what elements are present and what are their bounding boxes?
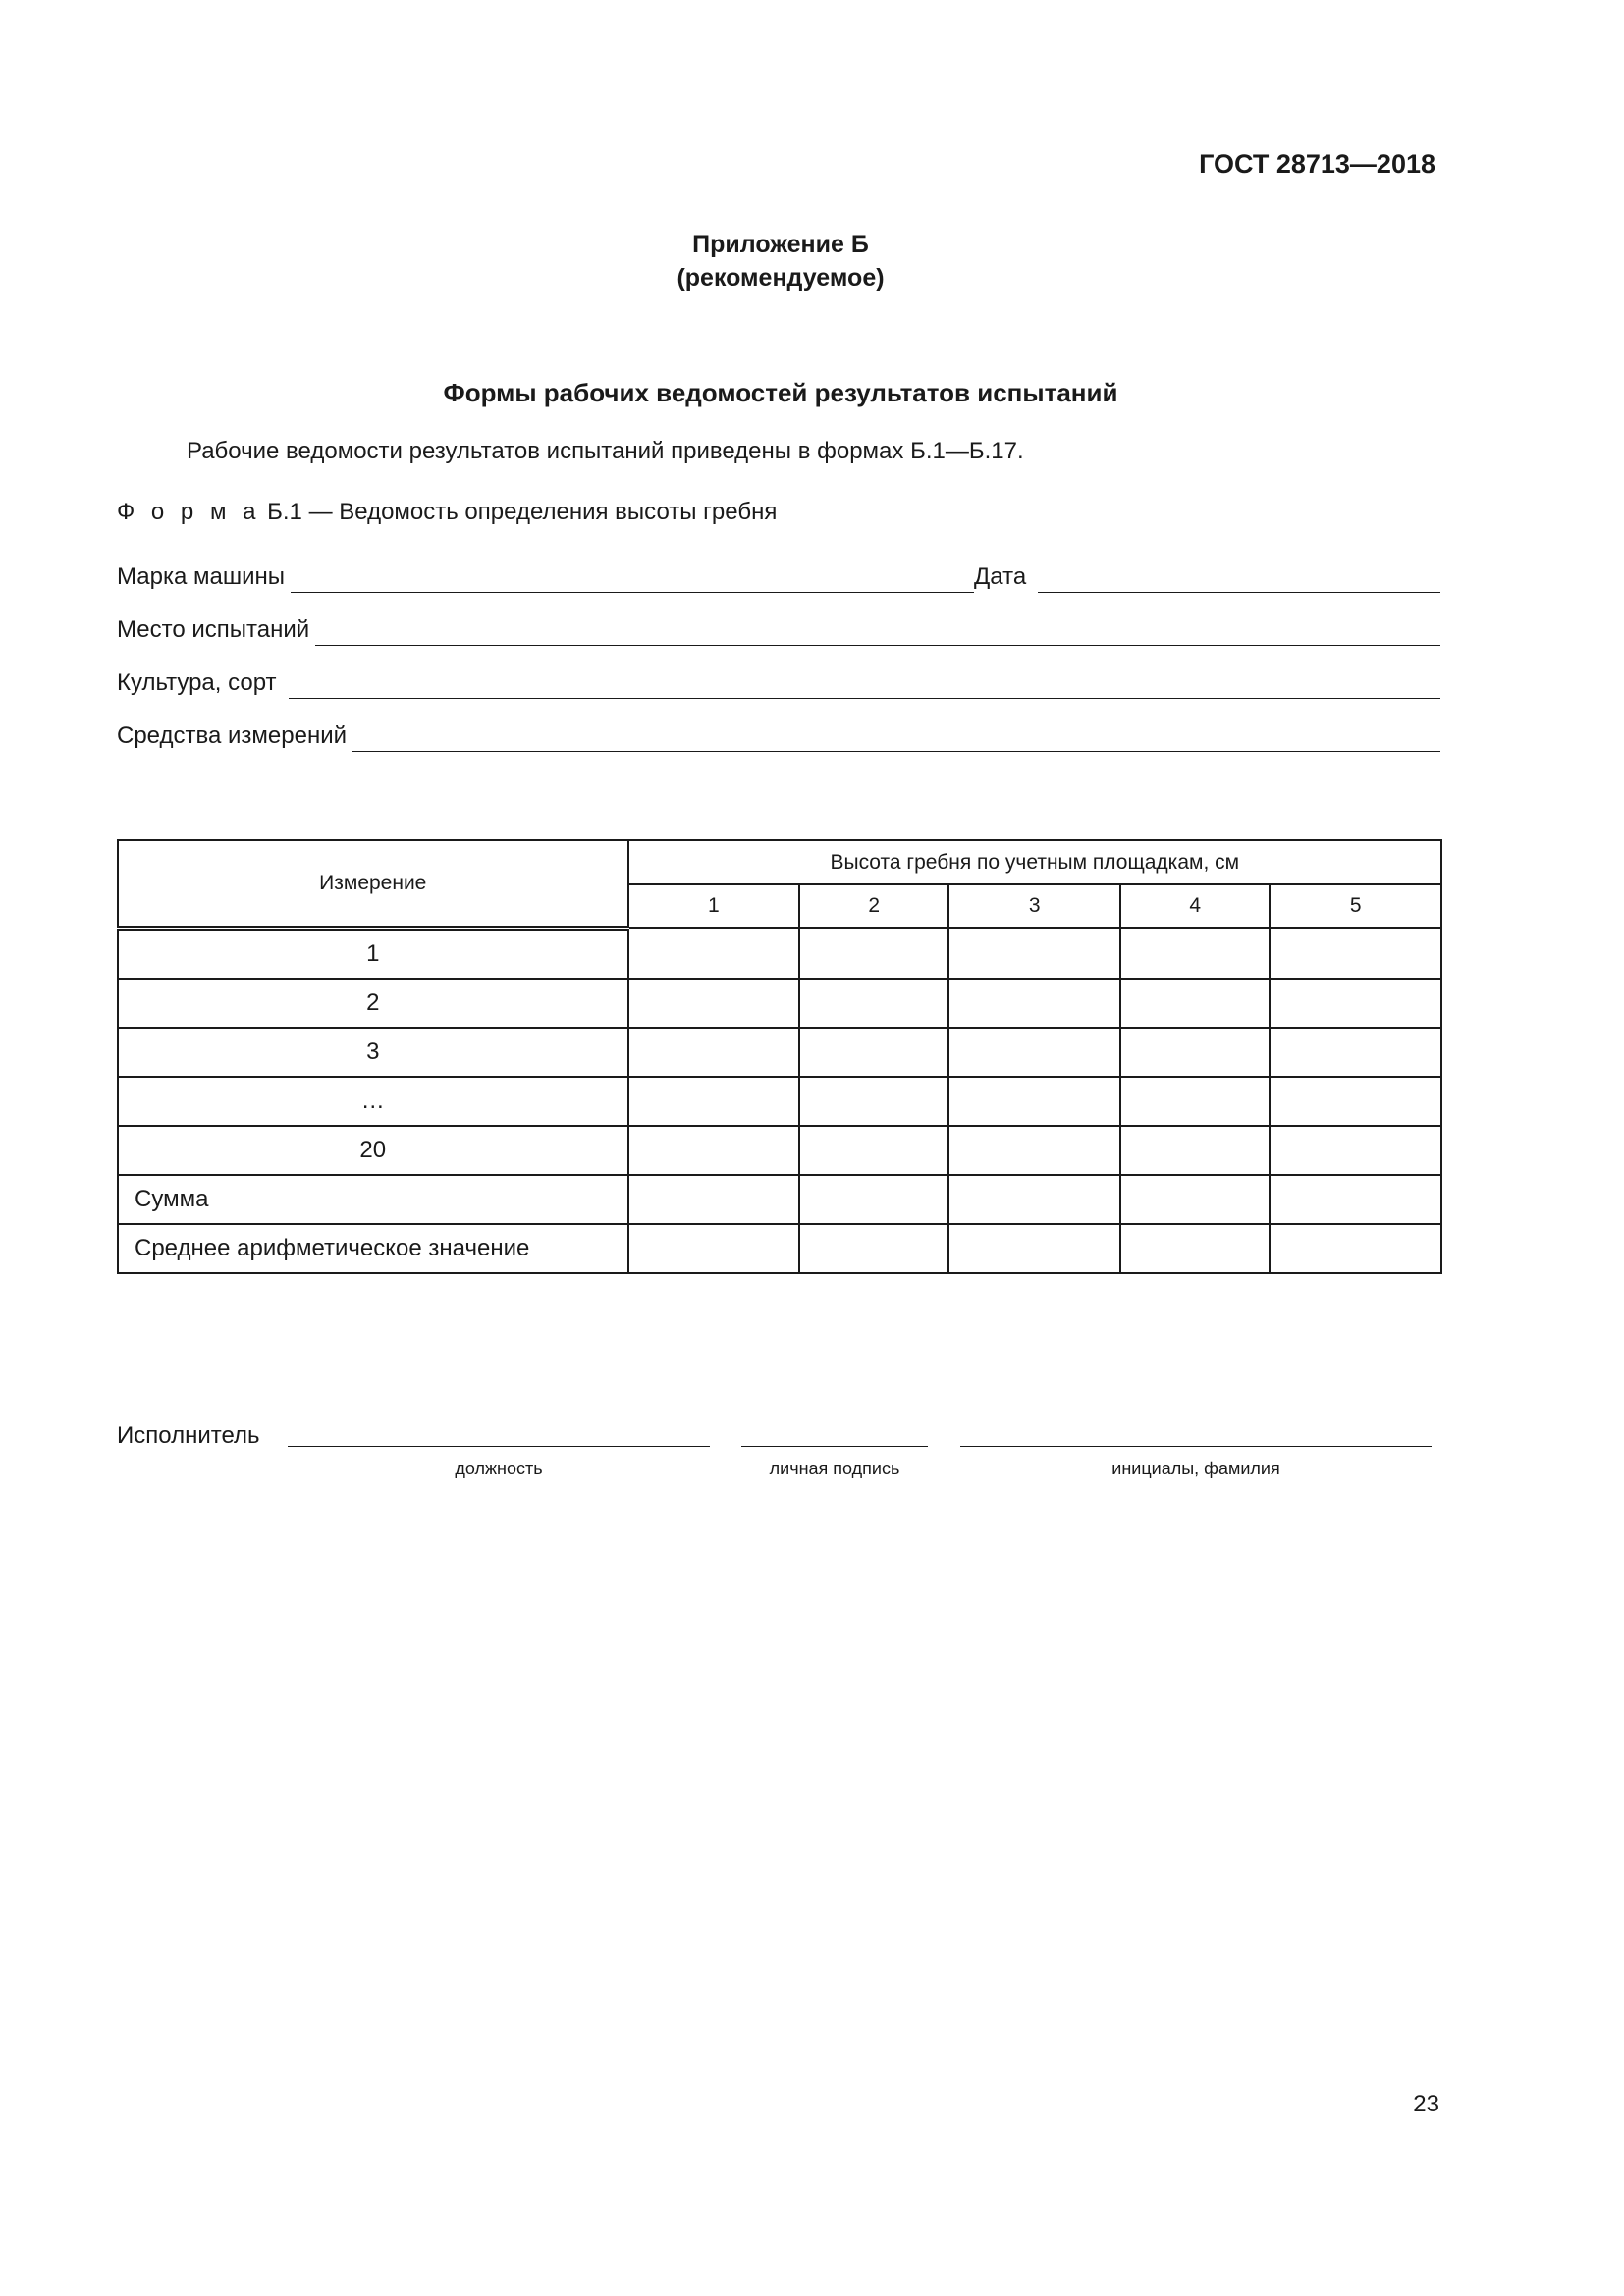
measuring-instruments-label: Средства измерений [117, 722, 348, 749]
table-cell[interactable] [628, 1077, 800, 1126]
row-label: 2 [118, 979, 628, 1028]
table-cell[interactable] [1120, 979, 1270, 1028]
header-plot-2: 2 [799, 884, 948, 928]
signature-field[interactable] [741, 1446, 928, 1447]
date-field[interactable] [1038, 566, 1440, 593]
table-cell[interactable] [628, 928, 800, 979]
table-cell[interactable] [1120, 1028, 1270, 1077]
table-cell[interactable] [1270, 1077, 1441, 1126]
table-cell[interactable] [628, 1224, 800, 1273]
crop-variety-row [117, 666, 1440, 699]
position-caption: должность [455, 1459, 543, 1478]
table-row [118, 928, 1441, 979]
performer-label: Исполнитель [117, 1422, 260, 1449]
table-cell[interactable] [1120, 1224, 1270, 1273]
header-plot-4: 4 [1120, 884, 1270, 928]
signature-caption: личная подпись [769, 1459, 900, 1478]
row-label: … [118, 1077, 628, 1126]
results-table [117, 839, 1442, 1274]
table-cell[interactable] [628, 1175, 800, 1224]
row-label: 20 [118, 1126, 628, 1175]
table-row [118, 979, 1441, 1028]
table-cell[interactable] [799, 1028, 948, 1077]
header-ridge-height: Высота гребня по учетным площадкам, см [628, 840, 1441, 884]
annex-status: (рекомендуемое) [677, 264, 885, 292]
position-field[interactable] [288, 1446, 710, 1447]
section-title: Формы рабочих ведомостей результатов испытаний [443, 378, 1118, 407]
intro-paragraph: Рабочие ведомости результатов испытаний приведены в формах Б.1—Б.17. [187, 438, 1024, 464]
header-measurement: Измерение [118, 840, 628, 928]
table-cell[interactable] [1120, 1126, 1270, 1175]
measuring-instruments-row [117, 719, 1440, 752]
header-plot-1: 1 [628, 884, 800, 928]
header-plot-3: 3 [948, 884, 1120, 928]
row-label: 1 [118, 928, 628, 979]
form-caption-prefix: Ф о р м а [117, 499, 261, 525]
mean-label: Среднее арифметическое значение [118, 1224, 628, 1273]
table-cell[interactable] [628, 1126, 800, 1175]
table-cell[interactable] [799, 1224, 948, 1273]
machine-brand-label: Марка машины [117, 563, 286, 590]
date-label: Дата [974, 563, 1027, 590]
measuring-instruments-field[interactable] [352, 725, 1440, 752]
table-cell[interactable] [799, 979, 948, 1028]
test-site-row [117, 613, 1440, 646]
table-cell[interactable] [799, 1175, 948, 1224]
table-cell[interactable] [1270, 1224, 1441, 1273]
table-cell[interactable] [948, 928, 1120, 979]
table-cell[interactable] [948, 1077, 1120, 1126]
machine-brand-field[interactable] [291, 566, 974, 593]
name-field[interactable] [960, 1446, 1432, 1447]
annex-title: Приложение Б [692, 231, 869, 258]
mean-row [118, 1224, 1441, 1273]
crop-variety-field[interactable] [289, 672, 1440, 699]
table-row [118, 1028, 1441, 1077]
table-cell[interactable] [628, 979, 800, 1028]
machine-brand-row [117, 560, 1440, 593]
table-cell[interactable] [948, 1175, 1120, 1224]
table-cell[interactable] [799, 928, 948, 979]
table-row [118, 1077, 1441, 1126]
page-number: 23 [1413, 2091, 1439, 2117]
table-cell[interactable] [799, 1077, 948, 1126]
table-cell[interactable] [628, 1028, 800, 1077]
test-site-label: Место испытаний [117, 616, 310, 643]
table-cell[interactable] [1120, 1175, 1270, 1224]
table-cell[interactable] [948, 979, 1120, 1028]
annex-heading [0, 228, 1561, 294]
form-caption-text: Б.1 — Ведомость определения высоты гребня [267, 499, 778, 525]
form-caption [117, 499, 777, 526]
name-caption: инициалы, фамилия [1111, 1459, 1280, 1478]
sum-label: Сумма [118, 1175, 628, 1224]
table-cell[interactable] [1120, 1077, 1270, 1126]
table-cell[interactable] [1270, 928, 1441, 979]
crop-variety-label: Культура, сорт [117, 669, 277, 696]
table-cell[interactable] [1270, 1028, 1441, 1077]
table-cell[interactable] [1120, 928, 1270, 979]
table-cell[interactable] [1270, 1175, 1441, 1224]
table-cell[interactable] [1270, 1126, 1441, 1175]
table-cell[interactable] [948, 1224, 1120, 1273]
table-cell[interactable] [1270, 979, 1441, 1028]
table-cell[interactable] [948, 1028, 1120, 1077]
test-site-field[interactable] [315, 619, 1440, 646]
table-row [118, 1126, 1441, 1175]
sum-row [118, 1175, 1441, 1224]
row-label: 3 [118, 1028, 628, 1077]
table-cell[interactable] [948, 1126, 1120, 1175]
table-cell[interactable] [799, 1126, 948, 1175]
standard-code: ГОСТ 28713—2018 [1199, 149, 1435, 179]
header-plot-5: 5 [1270, 884, 1441, 928]
